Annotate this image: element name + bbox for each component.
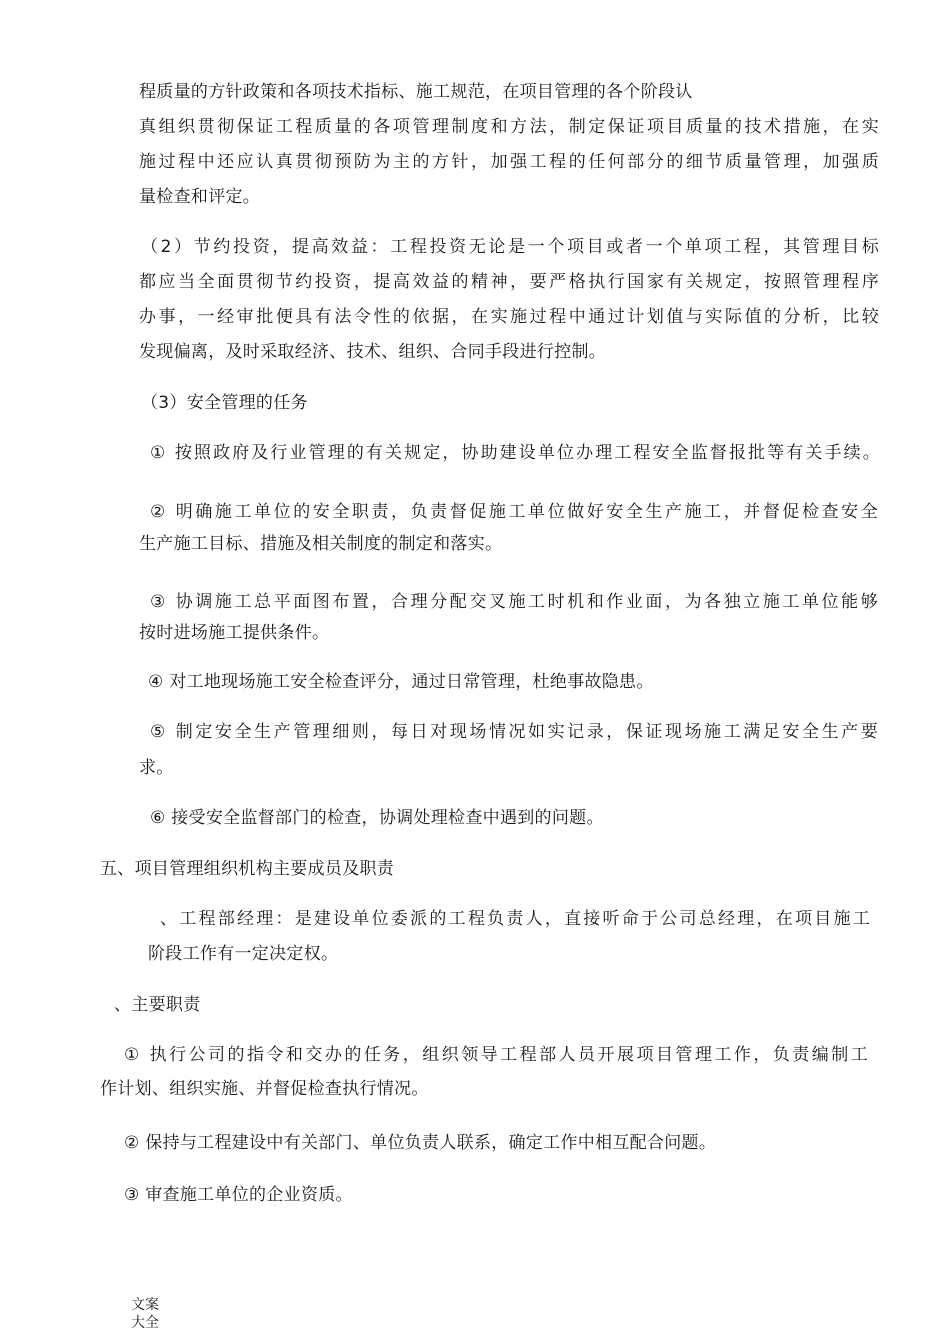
safety-heading: （3）安全管理的任务 — [141, 393, 308, 413]
p1-line-3: 施过程中还应认真贯彻预防为主的方针，加强工程的任何部分的细节质量管理，加强质 — [139, 152, 879, 172]
duty-2: ② 保持与工程建设中有关部门、单位负责人联系，确定工作中相互配合问题。 — [124, 1133, 717, 1153]
safety-item-1: ① 按照政府及行业管理的有关规定，协助建设单位办理工程安全监督报批等有关手续。 — [150, 443, 880, 463]
safety-item-4: ④ 对工地现场施工安全检查评分，通过日常管理，杜绝事故隐患。 — [148, 672, 654, 692]
safety-item-3-line-2: 按时进场施工提供条件。 — [139, 623, 330, 643]
duty-1-line-2: 作计划、组织实施、并督促检查执行情况。 — [100, 1079, 429, 1099]
p2-line-2: 都应当全面贯彻节约投资，提高效益的精神，要严格执行国家有关规定，按照管理程序 — [139, 272, 879, 292]
p1-line-4: 量检查和评定。 — [139, 187, 261, 207]
p2-line-1: （2）节约投资，提高效益：工程投资无论是一个项目或者一个单项工程，其管理目标 — [141, 237, 879, 257]
section-5-heading: 五、项目管理组织机构主要成员及职责 — [100, 859, 395, 879]
footer-line-2: 大全 — [131, 1315, 159, 1331]
p2-line-4: 发现偏离，及时采取经济、技术、组织、合同手段进行控制。 — [139, 342, 607, 362]
manager-line-1: 、工程部经理：是建设单位委派的工程负责人，直接听命于公司总经理，在项目施工 — [160, 909, 870, 929]
safety-item-2-line-2: 生产施工目标、措施及相关制度的制定和落实。 — [139, 534, 503, 554]
manager-line-2: 阶段工作有一定决定权。 — [148, 944, 339, 964]
duties-heading: 、主要职责 — [114, 995, 201, 1015]
safety-item-5-line-1: ⑤ 制定安全生产管理细则，每日对现场情况如实记录，保证现场施工满足安全生产要 — [150, 722, 878, 742]
p1-line-1: 程质量的方针政策和各项技术指标、施工规范，在项目管理的各个阶段认 — [139, 82, 693, 102]
footer-watermark — [131, 1296, 159, 1332]
duty-1-line-1: ① 执行公司的指令和交办的任务，组织领导工程部人员开展项目管理工作，负责编制工 — [124, 1045, 868, 1065]
p2-line-3: 办事，一经审批便具有法令性的依据，在实施过程中通过计划值与实际值的分析，比较 — [139, 307, 879, 327]
safety-item-3-line-1: ③ 协调施工总平面图布置，合理分配交叉施工时机和作业面，为各独立施工单位能够 — [150, 592, 878, 612]
footer-line-1: 文案 — [131, 1297, 159, 1313]
duty-3: ③ 审查施工单位的企业资质。 — [124, 1185, 353, 1205]
safety-item-2-line-1: ② 明确施工单位的安全职责，负责督促施工单位做好安全生产施工，并督促检查安全 — [150, 502, 878, 522]
safety-item-6: ⑥ 接受安全监督部门的检查，协调处理检查中遇到的问题。 — [150, 808, 604, 828]
p1-line-2: 真组织贯彻保证工程质量的各项管理制度和方法，制定保证项目质量的技术措施，在实 — [139, 117, 879, 137]
safety-item-5-line-2: 求。 — [139, 758, 174, 778]
